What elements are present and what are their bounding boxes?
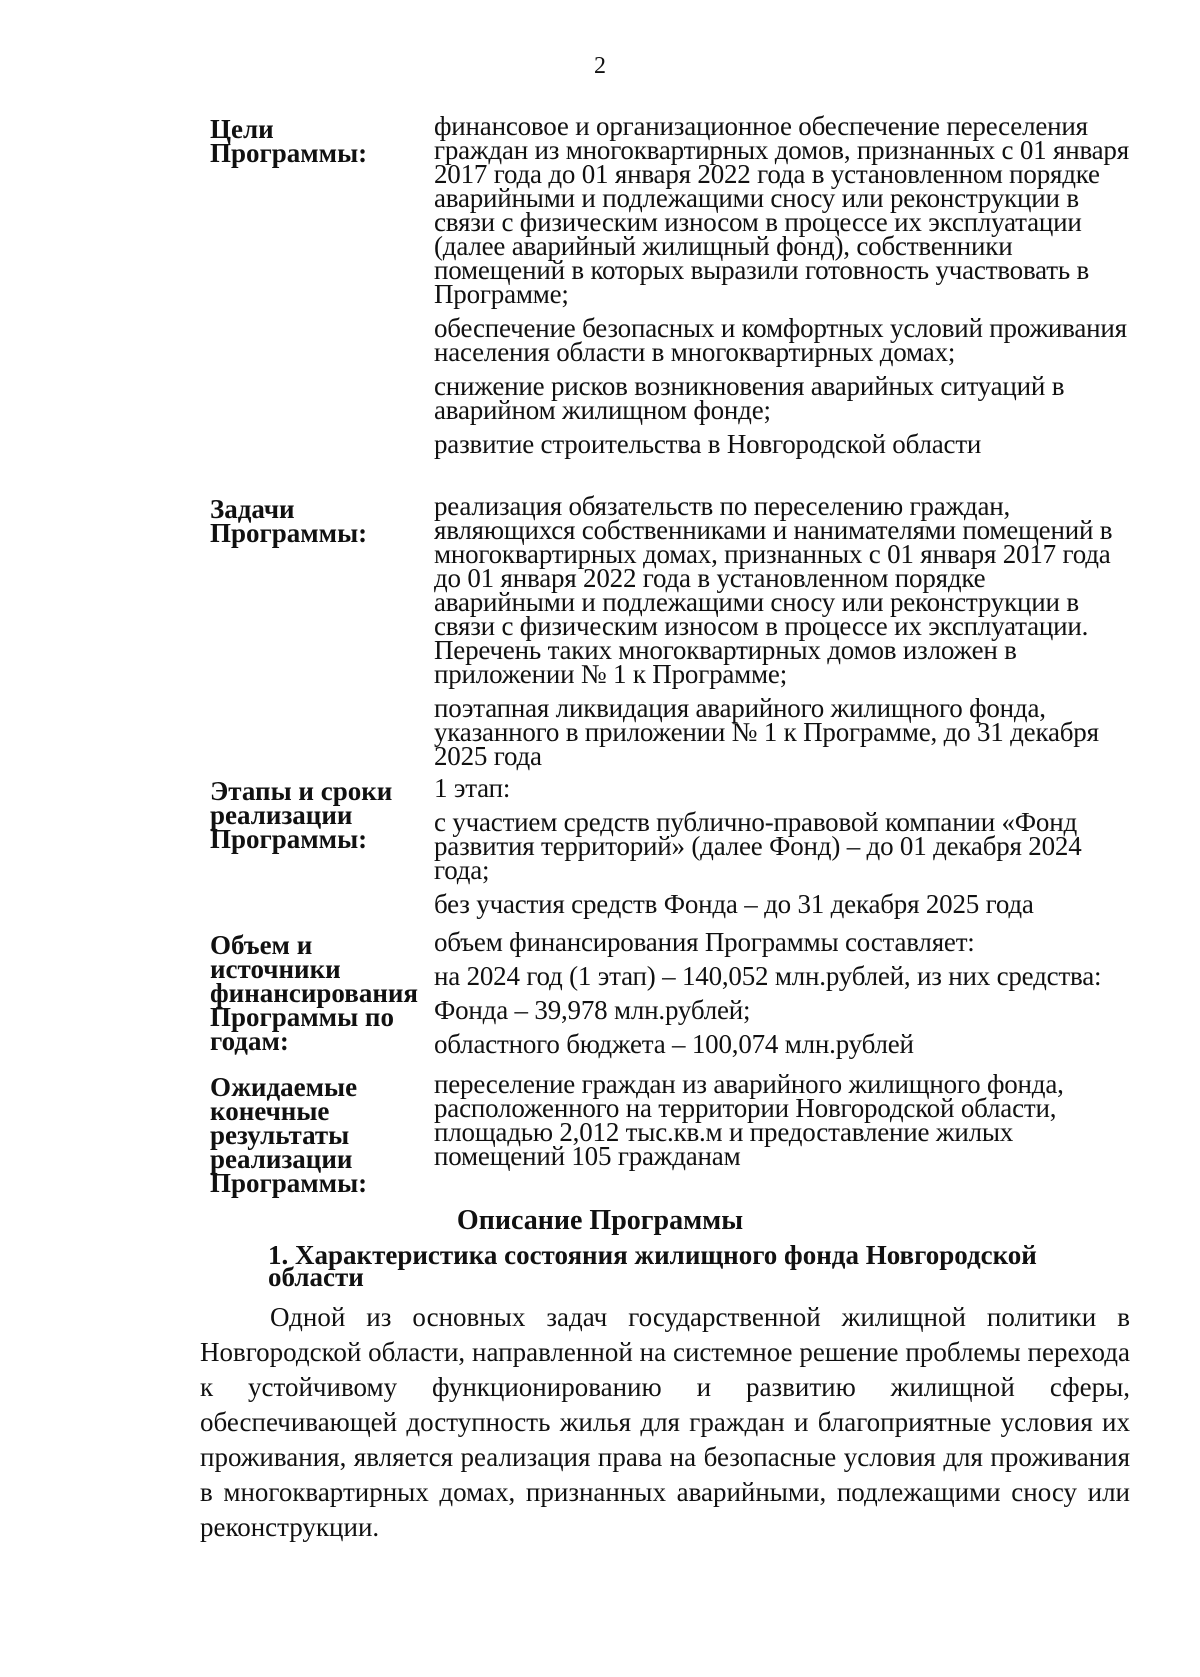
tasks-row — [210, 491, 1130, 776]
goals-row — [210, 111, 1130, 494]
stages-item: с участием средств публично-правовой компании «Фонд развития территорий» (далее Фонд) – до 01 декабря 2024 года; — [434, 807, 1082, 885]
goals-item: развитие строительства в Новгородской области — [434, 429, 982, 459]
stages-item: 1 этап: — [434, 773, 511, 803]
description-heading: Описание Программы — [456, 1205, 744, 1236]
goals-content — [434, 111, 1130, 466]
body-paragraph: Одной из основных задач государственной жилищной политики в Новгородской области, направленной на системное решение проблемы перехода к устойчивому функционированию и развитию жилищной сферы, обеспечивающей доступность жилья для граждан и благоприятные условия их проживания, является реализация права на безопасные условия для проживания в многоквартирных домах, признанных аварийными, подлежащими сносу или реконструкции. — [200, 1302, 1130, 1542]
stages-item: без участия средств Фонда – до 31 декабря 2025 года — [434, 889, 1034, 919]
tasks-item: поэтапная ликвидация аварийного жилищного фонда, указанного в приложении № 1 к Программе, до 31 декабря 2025 года — [434, 693, 1099, 771]
stages-label: Этапы и сроки реализации Программы: — [210, 776, 393, 854]
finance-item: областного бюджета – 100,074 млн.рублей — [434, 1029, 914, 1059]
stages-row — [210, 773, 1130, 930]
goals-label: Цели Программы: — [210, 114, 368, 168]
program-passport-table — [210, 111, 1130, 1198]
goals-item: обеспечение безопасных и комфортных условий проживания населения области в многоквартирных домах; — [434, 313, 1127, 367]
finance-label: Объем и источники финансирования Программы по годам: — [210, 930, 419, 1056]
finance-row — [210, 927, 1130, 1072]
tasks-item: реализация обязательств по переселению граждан, являющихся собственниками и нанимателями помещений в многоквартирных домах, признанных с 01 января 2017 года до 01 января 2022 года в установленном порядке аварийными и подлежащими сносу или реконструкции в связи с физическим износом в процессе их эксплуатации. Перечень таких многоквартирных домов изложен в приложении № 1 к Программе; — [434, 491, 1113, 689]
tasks-label: Задачи Программы: — [210, 494, 368, 548]
page-number: 2 — [594, 53, 606, 79]
results-content — [434, 1069, 1130, 1178]
results-row — [210, 1069, 1130, 1198]
goals-item: финансовое и организационное обеспечение переселения граждан из многоквартирных домов, признанных с 01 января 2017 года до 01 января 2022 года в установленном порядке аварийными и подлежащими сносу или реконструкции в связи с физическим износом в процессе их эксплуатации (далее аварийный жилищный фонд), собственники помещений в которых выразили готовность участвовать в Программе; — [434, 111, 1129, 309]
tasks-content — [434, 491, 1130, 778]
section-title: 1. Характеристика состояния жилищного фонда Новгородской области — [268, 1240, 1037, 1292]
finance-item: объем финансирования Программы составляет: — [434, 927, 975, 957]
stages-content — [434, 773, 1130, 926]
goals-item: снижение рисков возникновения аварийных ситуаций в аварийном жилищном фонде; — [434, 371, 1065, 425]
finance-item: на 2024 год (1 этап) – 140,052 млн.рублей, из них средства: — [434, 961, 1102, 991]
results-label: Ожидаемые конечные результаты реализации Программы: — [210, 1072, 368, 1198]
finance-content — [434, 927, 1130, 1066]
finance-item: Фонда – 39,978 млн.рублей; — [434, 995, 751, 1025]
results-item: переселение граждан из аварийного жилищного фонда, расположенного на территории Новгородской области, площадью 2,012 тыс.кв.м и предоставление жилых помещений 105 гражданам — [434, 1069, 1064, 1171]
